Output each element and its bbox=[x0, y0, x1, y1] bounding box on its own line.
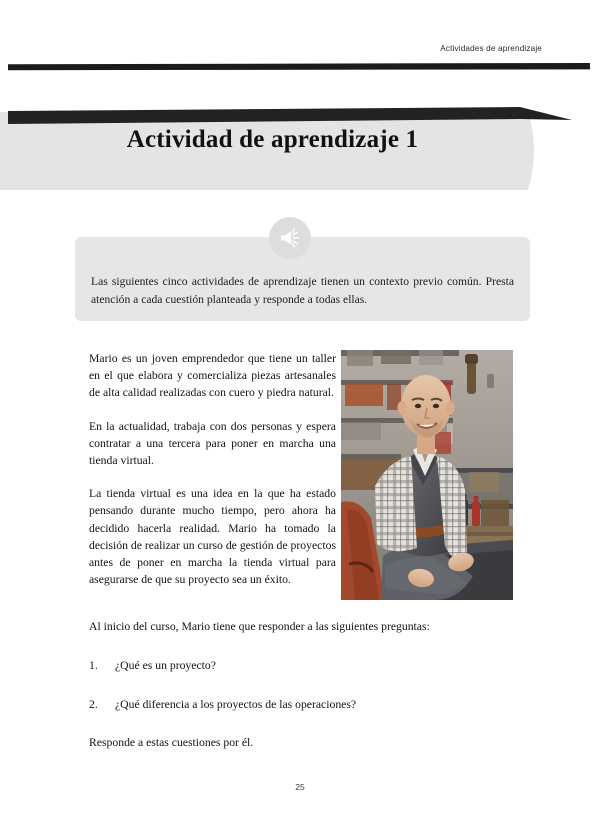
question-item-1 bbox=[89, 657, 513, 674]
body-paragraph-2: En la actualidad, trabaja con dos personas y espera contratar a una tercera para poner en marcha una tienda virtual. bbox=[89, 419, 336, 468]
callout-text: Las siguientes cinco actividades de aprendizaje tienen un contexto previo común. Presta atención a cada cuestión planteada y responde a todas ellas. bbox=[91, 275, 514, 306]
spacer bbox=[89, 674, 513, 696]
megaphone-badge bbox=[269, 217, 311, 259]
questions-intro: Al inicio del curso, Mario tiene que responder a las siguientes preguntas: bbox=[89, 620, 430, 633]
page-number: 25 bbox=[295, 782, 305, 792]
question-number-1: 1. bbox=[89, 659, 98, 673]
title-banner bbox=[0, 102, 600, 194]
running-header: Actividades de aprendizaje bbox=[440, 44, 542, 53]
questions-closing: Responde a estas cuestiones por él. bbox=[89, 735, 254, 749]
spacer bbox=[89, 635, 513, 657]
question-number-2: 2. bbox=[89, 698, 98, 712]
question-item-2 bbox=[89, 696, 513, 713]
questions-section bbox=[89, 618, 513, 751]
megaphone-icon bbox=[278, 226, 302, 250]
body-column bbox=[89, 350, 336, 604]
question-text-1: ¿Qué es un proyecto? bbox=[115, 659, 216, 673]
spacer bbox=[89, 714, 513, 734]
question-text-2: ¿Qué diferencia a los proyectos de las operaciones? bbox=[115, 698, 357, 712]
body-paragraph-3: La tienda virtual es una idea en la que ha estado pensando durante mucho tiempo, pero ahora ha decidido hacerla realidad. Mario ha tomado la decisión de realizar un curso de gestión de proyectos antes de poner en marcha la tienda virtual para asegurarse de que su proyecto sea un éxito. bbox=[89, 487, 336, 587]
workshop-photo-image bbox=[341, 350, 513, 600]
page-title: Actividad de aprendizaje 1 bbox=[126, 126, 419, 153]
header-rule bbox=[8, 63, 590, 71]
body-paragraph-1: Mario es un joven emprendedor que tiene un taller en el que elabora y comercializa piezas artesanales de alta calidad realizadas con cuero y piedra natural. bbox=[89, 352, 336, 400]
workshop-photo bbox=[341, 350, 513, 600]
